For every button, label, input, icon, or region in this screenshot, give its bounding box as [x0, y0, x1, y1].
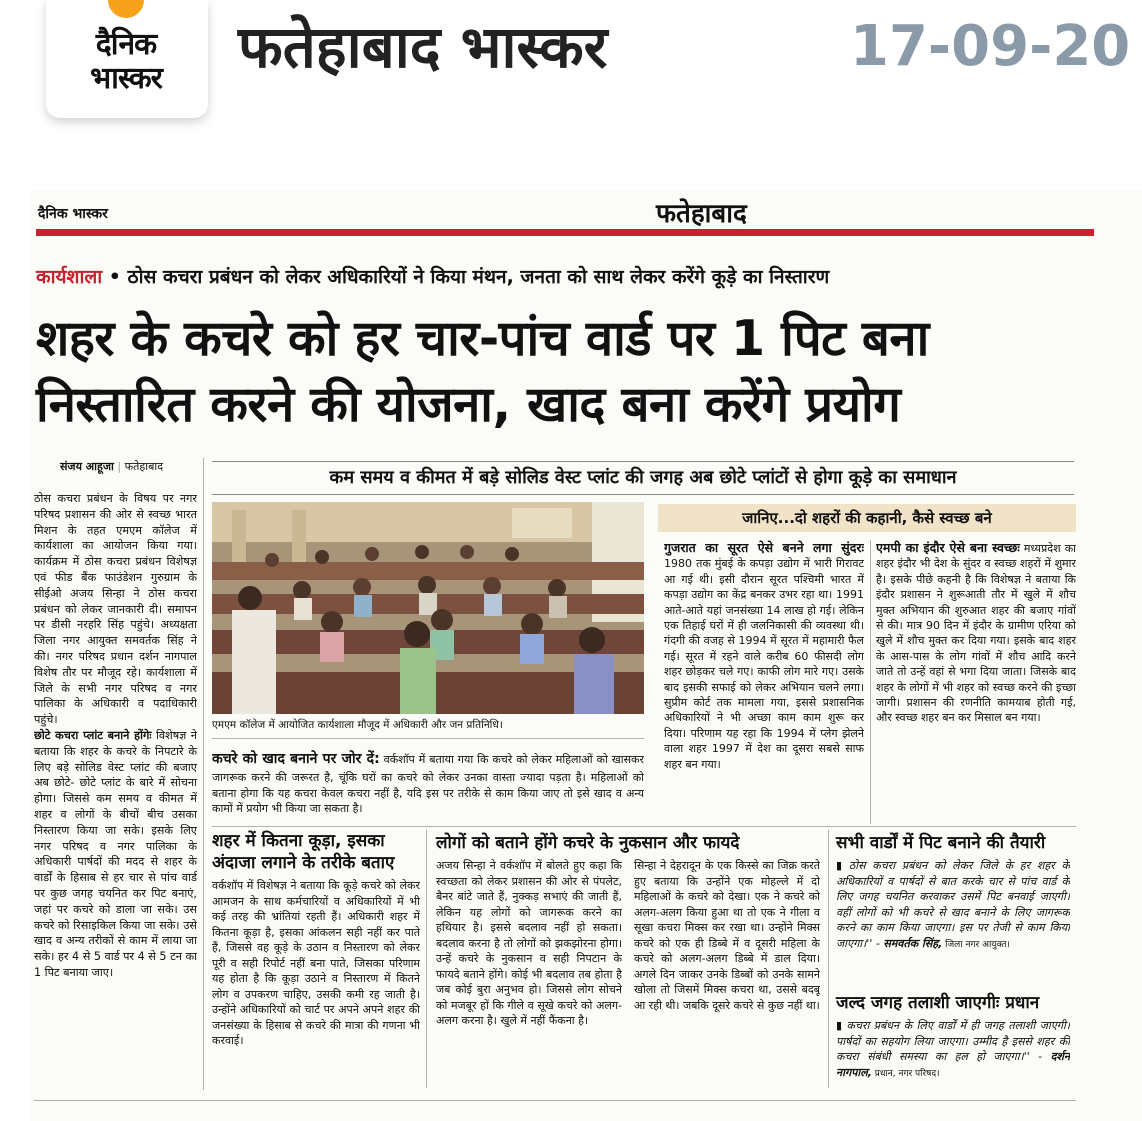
page-bottom-rule: [34, 1100, 1076, 1101]
left-column: [34, 491, 197, 1089]
box-divider: [870, 540, 871, 824]
edition-date: 17-09-20: [850, 14, 1131, 79]
kicker: [36, 263, 1106, 289]
section-4-text: [836, 1018, 1070, 1088]
byline-city: फतेहाबाद: [124, 460, 164, 473]
section-4-signer: दर्शन नागपाल,: [836, 1050, 1070, 1079]
indore-heading: एमपी का इंदौर ऐसे बना स्वच्छः: [876, 540, 1020, 555]
headline-line-1: शहर के कचरे को हर चार-पांच वार्ड पर 1 पिट बना: [36, 310, 929, 367]
workshop-photo: [212, 502, 644, 714]
compost-lead: कचरे को खाद बनाने पर जोर दें:: [212, 751, 380, 767]
section-2-text-a: अजय सिन्हा ने वर्कशॉप में बोलते हुए कहा कि स्वच्छता को लेकर प्रशासन की ओर से पंपलेट, बैनर बांटे जाते हैं, नुक्कड़ सभाएं की जाती हैं, लेकिन यह लोगों को जागरूक करने का हथियार है। इससे बदलाव नहीं हो सकता। बदलाव करना है तो लोगों को झकझोरना होगा। उन्हें कचरे के नुकसान व सही निपटान के फायदे बताने होंगे। कोई भी बदलाव तब होता है जब कोई बुरा अनुभव हो। जिससे लोग सोचने को मजबूर हों कि गीले व सूखे कचरे को अलग-अलग करना है। खुले में नहीं फैंकना है।: [436, 859, 622, 1027]
headline-line-2: निस्तारित करने की योजना, खाद बना करेंगे प्रयोग: [36, 376, 901, 433]
workshop-photo-illustration: [212, 502, 644, 714]
section-1-text: वर्कशॉप में विशेषज्ञ ने बताया कि कूड़े कचरे को लेकर आमजन के साथ कर्मचारियों व अधिकारियों में भी कई तरह की भ्रांतियां रहती हैं। अधिकारी शहर में कितना कूड़ा है, इसका आंकलन सही नहीं कर पाते हैं, जिससे वह कूड़े के उठान व निस्तारण को लेकर पूरी व सही रिपोर्ट नहीं बना पाते, जिसका परिणाम यह होता है कि कूड़ा उठाने व निस्तारण में कितने लोग व उपकरण चाहिए, उसकी कमी रह जाती है। उन्होंने अधिकारियों को चार्ट पर अपने अपने शहर की जनसंख्या के हिसाब से कचरे की मात्रा की गणना भी करवाई।: [212, 879, 420, 1047]
section-2-text-b: सिन्हा ने देहरादून के एक किस्से का जिक्र करते हुए बताया कि उन्होंने एक मोहल्ले में दो महिलाओं के कचरे को देखा। एक ने कचरे को अलग-अलग किया हुआ था तो एक ने गीला व सूखा कचरा मिक्स कर रखा था। उन्होंने मिक्स कचरे को एक ही डिब्बे में व दूसरी महिला के कचरे को अलग-अलग डिब्बे में डाल दिया। अगले दिन जाकर उनके डिब्बों को उनके सामने खोला तो जिसमें मिक्स कचरा था, उससे बदबू आ रही थी। जबकि दूसरे कचरे से कुछ नहीं था।: [634, 859, 820, 1012]
masthead-city: फतेहाबाद: [656, 199, 747, 229]
section-3-signer: समवर्तक सिंह,: [883, 936, 943, 950]
masthead-brand: दैनिक भास्कर: [38, 206, 108, 222]
masthead-divider: [36, 229, 1094, 236]
indore-column: [876, 540, 1076, 824]
left-col-paragraph-2: विशेषज्ञ ने बताया कि शहर के कचरे के निपटारे के लिए बड़े सोलिड वेस्ट प्लांट की बजाए अब छोटे- छोटे प्लांट के बारे में सोचना होगा। जिससे कम समय व कीमत में शहर व लोगों के बीचों बीच उसका निस्तारण किया जा सके। इसके लिए नगर परिषद व नगर पालिका के अधिकारी पार्षदों की मदद से शहर के वार्डों के हिसाब से हर चार से पांच वार्ड पर कुछ जगह चयनित कर पिट बनाएं, जहां पर कचरे को डाला जा सके। उस कचरे को रिसाइकिल किया जा सके। उसे खाद व अन्य तरीकों से काम में लाया जा सके। हर 4 से 5 वार्ड पर 4 से 5 टन का 1 पिट बनाया जाए।: [34, 728, 197, 979]
section-4-signer-role: प्रधान, नगर परिषद।: [871, 1068, 940, 1079]
two-cities-box-title: जानिए...दो शहरों की कहानी, कैसे स्वच्छ बने: [658, 504, 1076, 532]
left-col-lead: छोटे कचरा प्लांट बनाने होंगेः: [34, 728, 152, 742]
section-3-title: सभी वार्डों में पिट बनाने की तैयारी: [836, 833, 1046, 853]
byline-author: संजय आहूजा: [60, 460, 114, 473]
headline: [36, 306, 1096, 438]
section-3-quote: ▮ ठोस कचरा प्रबंधन को लेकर जिले के हर शहर के अधिकारियों व पार्षदों से बात करके चार से पांच वार्ड के लिए जगह चयनित करवाकर उसमें पिट बनवाई जाएगी। वहीं लोगों को भी कचरे से खाद बनाने के लिए जागरूक करने का काम किया जाएगा। इस पर तेजी से काम किया जाएगा।'' -: [836, 859, 1070, 950]
compost-paragraph: [212, 748, 644, 822]
section-3-signer-role: जिला नगर आयुक्त।: [942, 939, 1010, 950]
section-4-title: जल्द जगह तलाशी जाएगीः प्रधान: [836, 993, 1040, 1013]
surat-text: 1980 तक मुंबई के कपड़ा उद्योग में भारी गिरावट आ गई थी। इसी दौरान सूरत पश्चिमी भारत में कपड़ा उद्योग का केंद्र बनकर उभर रहा था। 1991 आते-आते यहां जनसंख्या 14 लाख हो गई। लेकिन एक तिहाई घरों में ही जलनिकासी की व्यवस्था थी। गंदगी की वजह से 1994 में सूरत में महामारी फैल गई। सूरत में रहने वाले करीब 60 फीसदी लोग शहर छोड़कर चले गए। काफी लोग मारे गए। उसके बाद इसकी सफाई को लेकर अभियान चलने लगा। सुप्रीम कोर्ट तक मामला गया, इससे प्रशासनिक अधिकारियों ने भी अच्छा काम काम शुरू कर दिया। परिणाम यह रहा कि 1994 में प्लेग झेलने वाला शहर 1997 में देश का दूसरा सबसे साफ शहर बन गया।: [664, 557, 864, 771]
edition-title: फतेहाबाद भास्कर: [238, 13, 608, 81]
byline: [60, 459, 163, 474]
section-3-text: [836, 858, 1070, 982]
photo-caption: एमएम कॉलेज में आयोजित कार्यशाला मौजूद में अधिकारी और जन प्रतिनिधि।: [212, 719, 503, 731]
subheadline: कम समय व कीमत में बड़े सोलिड वेस्ट प्लांट की जगह अब छोटे प्लांटों से होगा कूड़े का समाधान: [212, 461, 1074, 495]
lower-section-divider: [212, 826, 1076, 827]
section-2-title: लोगों को बताने होंगे कचरे के नुकसान और फायदे: [436, 833, 740, 853]
section-divider-2: [828, 830, 829, 1088]
indore-text: मध्यप्रदेश का शहर इंदौर भी देश के सुंदर व स्वच्छ शहरों में शुमार है। इसके पीछे कहनी है कि विशेषज्ञ ने बताया कि इंदौर प्रशासन ने शुरूआती तौर में खुले में शौच मुक्त अभियान की शुरुआत शहर की बजाए गांवों से की। मात्र 90 दिन में इंदौर के ग्रामीण एरिया को खुले में शौच मुक्त कर दिया गया। इसके बाद शहर के आस-पास के लोग गांवों में शौच आदि करने जाते तो उन्हें वहां से भगा दिया जाता। जिसके बाद शहर के लोगों में भी शहर को स्वच्छ करने की इच्छा जागी। प्रशासन की रणनीति कामयाब होती गई, और स्वच्छ शहर बन कर मिसाल बन गया।: [876, 542, 1076, 725]
kicker-label: कार्यशाला: [36, 266, 103, 288]
section-1-title: शहर में कितना कूड़ा, इसका अंदाजा लगाने के तरीके बताए: [212, 831, 395, 873]
column-divider: [203, 458, 204, 1090]
section-divider-1: [426, 830, 427, 1088]
left-col-paragraph-1: ठोस कचरा प्रबंधन के विषय पर नगर परिषद प्रशासन की ओर से स्वच्छ भारत मिशन के तहत एमएम कॉलेज में कार्यशाला का आयोजन किया गया। कार्यक्रम में ठोस कचरा प्रबंधन विशेषज्ञ एवं फीड बैंक फाउंडेशन गुरुग्राम के सीईओ अजय सिन्हा ने ठोस कचरा प्रबंधन को लेकर जानकारी दी। समापन पर डीसी नरहरि सिंह पहुंचे। अध्यक्षता जिला नगर आयुक्त समवर्तक सिंह ने की। नगर परिषद प्रधान दर्शन नागपाल विशेष तौर पर मौजूद रहे। कार्यशाला में जिले के सभी नगर परिषद व नगर पालिका के अधिकारी व पदाधिकारी पहुंचे।: [34, 492, 197, 727]
compost-text: वर्कशॉप में बताया गया कि कचरे को लेकर महिलाओं को खासकर जागरूक करने की जरूरत है, चूंकि घरों का कचरे को लेकर उनका वास्ता ज्यादा पड़ता है। महिलाओं को बताना होगा कि यह कचरा केवल कचरा नहीं है, यदि इस पर तरीके से काम किया जाए तो इसे खाद व अन्य कामों में प्रयोग भी किया जा सकता है।: [212, 753, 644, 815]
surat-column: [664, 540, 864, 824]
caption-divider: [212, 738, 644, 739]
byline-separator: |: [117, 460, 122, 473]
logo-text-line2: भास्कर: [90, 61, 162, 96]
kicker-text: • ठोस कचरा प्रबंधन को लेकर अधिकारियों ने किया मंथन, जनता को साथ लेकर करेंगे कूड़े का निस्तारण: [102, 266, 830, 288]
logo-text-line1: दैनिक: [95, 27, 157, 62]
section-4-quote: ▮ कचरा प्रबंधन के लिए वार्डों में ही जगह तलाशी जाएगी। पार्षदों का सहयोग लिया जाएगा। उम्मीद है इससे शहर की कचरा संबंधी समस्या का हल हो जाएगा।'' -: [836, 1019, 1070, 1063]
surat-heading: गुजरात का सूरत ऐसे बनने लगा सुंदरः: [664, 540, 864, 555]
